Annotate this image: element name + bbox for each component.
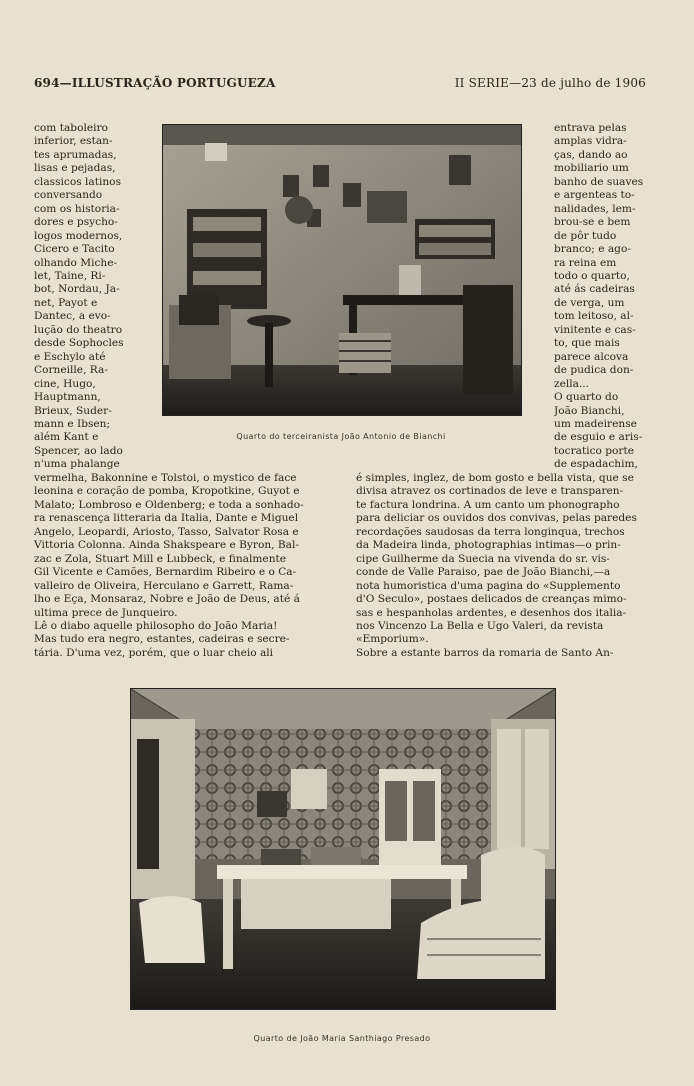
text-line: branco; e ago- bbox=[554, 243, 631, 256]
text-line: sas e hespanholas ardentes, e desenhos dos italia- bbox=[356, 606, 627, 619]
text-line: até ás cadeiras bbox=[554, 283, 635, 296]
text-line: Vittoria Colonna. Ainda Shakspeare e Byron, Bal- bbox=[34, 539, 299, 552]
text-line: d'O Seculo», postaes delicados de creanças mimo- bbox=[356, 593, 627, 606]
text-line: Angelo, Leopardi, Ariosto, Tasso, Salvator Rosa e bbox=[34, 525, 299, 538]
text-line: nalidades, lem- bbox=[554, 202, 636, 215]
text-line: ra reina em bbox=[554, 256, 617, 269]
text-line: lução do theatro bbox=[34, 323, 123, 336]
text-line: ças, dando ao bbox=[554, 148, 628, 161]
text-line: de verga, um bbox=[554, 296, 625, 309]
middle-left-text bbox=[34, 472, 338, 660]
left-column bbox=[34, 122, 156, 472]
text-line: um madeirense bbox=[554, 417, 637, 430]
text-line: zella... bbox=[554, 377, 590, 390]
issue-date: II SERIE—23 de julho de 1906 bbox=[454, 76, 646, 90]
text-line: tes aprumadas, bbox=[34, 148, 117, 161]
photo-caption-bottom: Quarto de João Maria Santhiago Presado bbox=[253, 1034, 431, 1043]
text-line: net, Payot e bbox=[34, 296, 98, 309]
text-line: bot, Nordau, Ja- bbox=[34, 283, 120, 296]
text-line: e argenteas to- bbox=[554, 189, 635, 202]
text-line: da Madeira linda, photographias intimas—o prin- bbox=[356, 539, 621, 552]
text-line: divisa atravez os cortinados de leve e transparen- bbox=[356, 485, 624, 498]
text-line: de espadachim, bbox=[554, 458, 638, 471]
right-column bbox=[554, 122, 660, 472]
text-line: Brieux, Suder- bbox=[34, 404, 112, 417]
middle-left-column bbox=[34, 472, 338, 660]
text-line: cipe Guilherme da Suecia na vivenda do sr. vis- bbox=[356, 552, 610, 565]
text-line: valleiro de Oliveira, Herculano e Garrett, Rama- bbox=[34, 579, 294, 592]
text-line: parece alcova bbox=[554, 350, 629, 363]
text-line: lho e Eça, Monsaraz, Nobre e João de Deus, até á bbox=[34, 593, 300, 606]
text-line: Malato; Lombroso e Oldenberg; e toda a sonhado- bbox=[34, 498, 304, 511]
text-line: vermelha, Bakonnine e Tolstoi, o mystico de face bbox=[34, 472, 297, 484]
text-line: classicos latinos bbox=[34, 175, 122, 188]
text-line: ultima prece de Junqueiro. bbox=[34, 606, 178, 619]
right-column-text bbox=[554, 122, 660, 472]
text-line: nota humoristica d'uma pagina do «Supplemento bbox=[356, 579, 621, 592]
page-header bbox=[34, 76, 646, 94]
text-line: com os historia- bbox=[34, 202, 120, 215]
text-line: e Eschylo até bbox=[34, 350, 106, 363]
text-line: tocratico porte bbox=[554, 444, 635, 457]
text-line: Dantec, a evo- bbox=[34, 310, 111, 323]
photo-presado-room bbox=[130, 688, 556, 1010]
text-line: recordações saudosas da terra longinqua, trechos bbox=[356, 525, 625, 538]
left-column-text bbox=[34, 122, 156, 472]
text-line: Mas tudo era negro, estantes, cadeiras e secre- bbox=[34, 633, 290, 646]
text-line: mobiliario um bbox=[554, 162, 629, 175]
text-line: lisas e pejadas, bbox=[34, 162, 116, 175]
study-photo-image bbox=[131, 689, 555, 1009]
text-line: entrava pelas bbox=[554, 122, 627, 134]
text-line: é simples, inglez, de bom gosto e bella vista, que se bbox=[356, 472, 634, 484]
text-line: O quarto do bbox=[554, 391, 619, 404]
photo-caption-top: Quarto do terceiranista João Antonio de Bianchi bbox=[236, 432, 446, 441]
text-line: todo o quarto, bbox=[554, 269, 630, 282]
text-line: João Bianchi, bbox=[554, 404, 625, 417]
text-line: Corneille, Ra- bbox=[34, 364, 108, 377]
bedroom-photo-image bbox=[163, 125, 521, 415]
text-line: conversando bbox=[34, 189, 103, 202]
text-line: com taboleiro bbox=[34, 122, 108, 134]
text-line: conde de Valle Paraiso, pae de João Bianchi,—a bbox=[356, 566, 611, 579]
text-line: Cicero e Tacito bbox=[34, 243, 115, 256]
text-line: amplas vidra- bbox=[554, 135, 627, 148]
text-line: dores e psycho- bbox=[34, 216, 118, 229]
text-line: de esguio e aris- bbox=[554, 431, 643, 444]
text-line: to, que mais bbox=[554, 337, 620, 350]
text-line: Spencer, ao lado bbox=[34, 444, 123, 457]
text-line: tom leitoso, al- bbox=[554, 310, 634, 323]
text-line: cine, Hugo, bbox=[34, 377, 96, 390]
text-line: leonina e coração de pomba, Kropotkine, Guyot e bbox=[34, 485, 300, 498]
middle-right-text bbox=[356, 472, 660, 660]
text-line: brou-se e bem bbox=[554, 216, 631, 229]
text-line: n'uma phalange bbox=[34, 458, 120, 471]
text-line: de pôr tudo bbox=[554, 229, 617, 242]
photo-bianchi-room bbox=[162, 124, 522, 416]
text-line: Hauptmann, bbox=[34, 391, 101, 404]
text-line: banho de suaves bbox=[554, 175, 644, 188]
text-line: olhando Miche- bbox=[34, 256, 118, 269]
text-line: logos modernos, bbox=[34, 229, 123, 242]
text-line: desde Sophocles bbox=[34, 337, 124, 350]
middle-right-column bbox=[356, 472, 660, 660]
text-line: Sobre a estante barros da romaria de Santo An- bbox=[356, 646, 614, 659]
text-line: tária. D'uma vez, porém, que o luar cheio ali bbox=[34, 646, 274, 659]
text-line: let, Taine, Ri- bbox=[34, 269, 106, 282]
text-line: ra renascença litteraria da Italia, Dante e Miguel bbox=[34, 512, 299, 525]
text-line: Gil Vicente e Camões, Bernardim Ribeiro e o Ca- bbox=[34, 566, 297, 579]
text-line: vinitente e cas- bbox=[554, 323, 636, 336]
text-line: nos Vincenzo La Bella e Ugo Valeri, da revista bbox=[356, 619, 604, 632]
text-line: inferior, estan- bbox=[34, 135, 113, 148]
text-line: mann e Ibsen; bbox=[34, 417, 111, 430]
text-line: te factura londrina. A um canto um phonographo bbox=[356, 498, 620, 511]
text-line: além Kant e bbox=[34, 431, 99, 444]
page-number-title: 694—ILLUSTRAÇÃO PORTUGUEZA bbox=[34, 76, 276, 90]
text-line: zac e Zola, Stuart Mill e Lubbeck, e finalmente bbox=[34, 552, 287, 565]
text-line: Lê o diabo aquelle philosopho do João Maria! bbox=[34, 619, 278, 632]
text-line: de pudica don- bbox=[554, 364, 634, 377]
text-line: «Emporium». bbox=[356, 633, 429, 646]
text-line: para deliciar os ouvidos dos convivas, pelas paredes bbox=[356, 512, 637, 525]
